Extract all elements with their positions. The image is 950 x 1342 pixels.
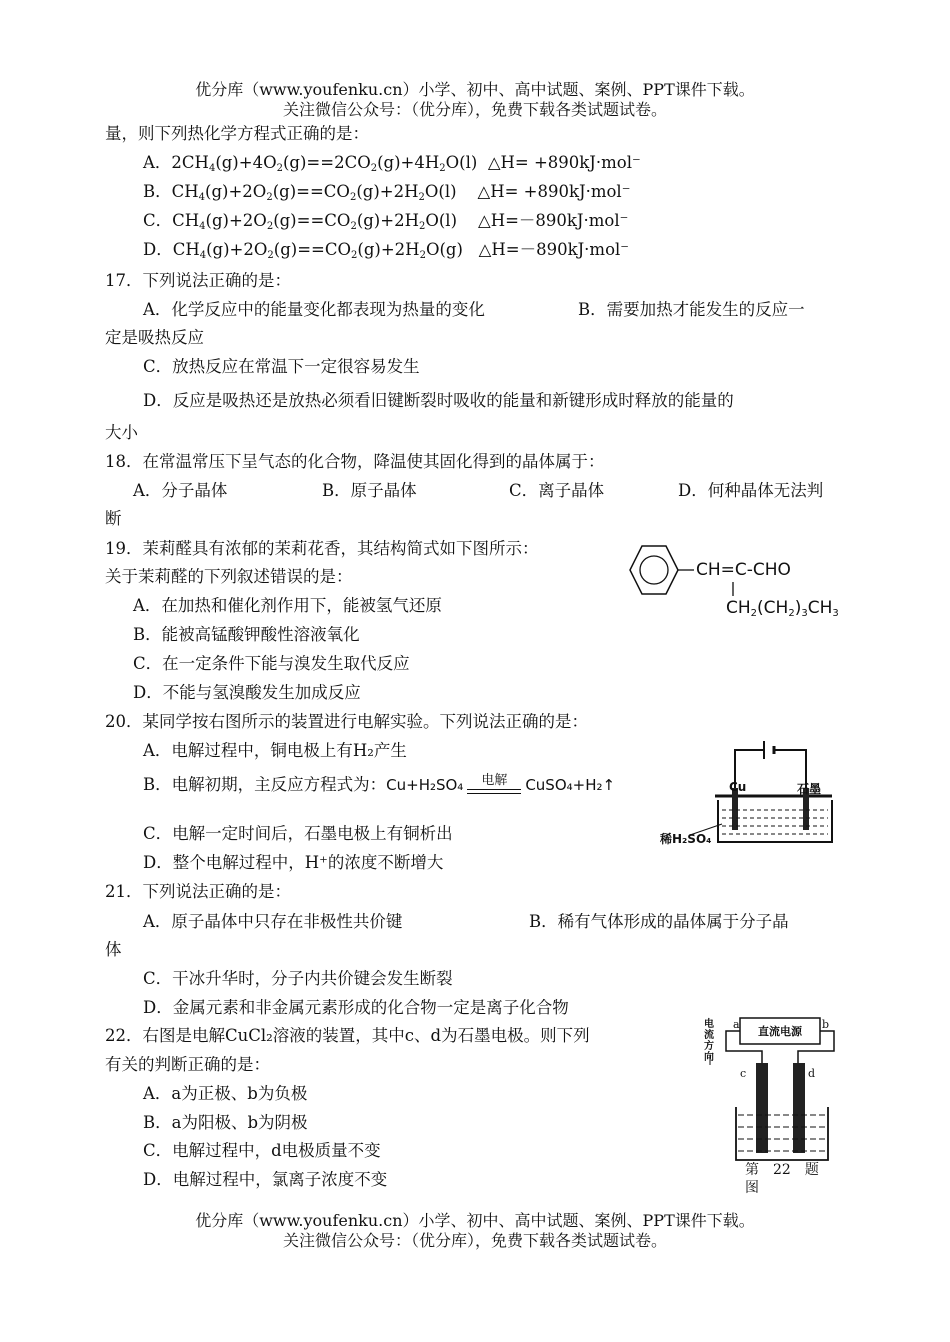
q20-eq-mid: 电解 <box>481 773 508 788</box>
q19-option-a: A．在加热和催化剂作用下，能被氢气还原 <box>133 596 442 615</box>
q16-option-a <box>143 152 641 180</box>
q16-stem-tail: 量，则下列热化学方程式正确的是： <box>105 124 369 143</box>
q16-option-b-label: B． <box>143 182 172 201</box>
q16-option-d-label: D． <box>143 240 173 259</box>
q17-option-b-line1: B．需要加热才能发生的反应一 <box>578 300 805 319</box>
electrode-d-label: d <box>808 1067 816 1080</box>
struct-top-text: CH=C-CHO <box>696 560 791 580</box>
q18-option-c: C．离子晶体 <box>509 481 605 500</box>
q17-option-b-line2: 定是吸热反应 <box>105 328 204 347</box>
q16-option-c <box>143 210 628 238</box>
q20-option-b-prefix: B．电解初期，主反应方程式为： <box>143 775 387 794</box>
q17-option-d-line2: 大小 <box>105 423 138 442</box>
q20-option-b <box>143 774 615 798</box>
q18-option-d-line2: 断 <box>105 509 122 528</box>
q21-option-d: D．金属元素和非金属元素形成的化合物一定是离子化合物 <box>143 998 569 1017</box>
q21-option-c: C．干冰升华时，分子内共价键会发生断裂 <box>143 969 453 988</box>
jasminaldehyde-structure <box>614 540 864 630</box>
q19-option-b: B．能被高锰酸钾酸性溶液氧化 <box>133 625 360 644</box>
q17-option-c: C．放热反应在常温下一定很容易发生 <box>143 357 420 376</box>
apparatus-cu-label: Cu <box>729 780 747 794</box>
power-supply-label: 直流电源 <box>758 1025 802 1038</box>
q16-option-b-equation: $CH_4(g)+2O_2(g)==CO_2(g)+2H_2O(l)$ <box>171 182 457 203</box>
q16-option-a-equation: $2CH_4(g)+4O_2(g)==2CO_2(g)+4H_2O(l)$ <box>171 153 478 174</box>
q21-option-b-line1: B．稀有气体形成的晶体属于分子晶 <box>529 912 789 931</box>
header-line-1: 优分库（www.youfenku.cn）小学、初中、高中试题、案例、PPT课件下载。 <box>195 80 755 99</box>
q18-option-a: A．分子晶体 <box>133 481 228 500</box>
q16-option-d-equation: $CH_4(g)+2O_2(g)==CO_2(g)+2H_2O(g)$ <box>172 240 463 261</box>
electrode-c-label: c <box>740 1067 747 1080</box>
q22-option-d: D．电解过程中，氯离子浓度不变 <box>143 1170 388 1189</box>
q17-option-a: A．化学反应中的能量变化都表现为热量的变化 <box>143 300 485 319</box>
q22-option-b: B．a为阳极、b为阴极 <box>143 1113 308 1132</box>
q20-eq-right: CuSO₄+H₂↑ <box>525 776 616 794</box>
q20-option-c: C．电解一定时间后，石墨电极上有铜析出 <box>143 824 453 843</box>
terminal-b-label: b <box>822 1018 830 1031</box>
q16-option-a-dh: △H= +890kJ·mol⁻ <box>487 153 641 172</box>
q20-option-d: D．整个电解过程中，H⁺的浓度不断增大 <box>143 853 444 872</box>
q21-option-b-line2: 体 <box>105 940 122 959</box>
q22-caption-line2: 图 <box>745 1180 759 1196</box>
q20-option-a: A．电解过程中，铜电极上有H₂产生 <box>143 741 407 760</box>
terminal-a-label: a <box>733 1018 740 1031</box>
header-line-2: 关注微信公众号：（优分库），免费下载各类试题试卷。 <box>282 100 667 119</box>
q16-option-d-dh: △H=－890kJ·mol⁻ <box>478 240 629 259</box>
q19-option-c: C．在一定条件下能与溴发生取代反应 <box>133 654 410 673</box>
q16-option-b <box>143 181 630 209</box>
apparatus-graphite-label: 石墨 <box>797 782 822 796</box>
q20-eq-left: Cu+H₂SO₄ <box>386 776 464 794</box>
q21-option-a: A．原子晶体中只存在非极性共价键 <box>143 912 403 931</box>
q20-eq-arrow <box>463 774 525 798</box>
q16-option-c-equation: $CH_4(g)+2O_2(g)==CO_2(g)+2H_2O(l)$ <box>172 211 458 232</box>
q22-option-a: A．a为正极、b为负极 <box>143 1084 308 1103</box>
q19-option-d: D．不能与氢溴酸发生加成反应 <box>133 683 361 702</box>
q22-caption-line1: 第 22 题 <box>745 1162 819 1178</box>
q19-stem: 19．茉莉醛具有浓郁的茉莉花香，其结构简式如下图所示： <box>105 539 539 558</box>
q16-option-c-dh: △H=－890kJ·mol⁻ <box>478 211 629 230</box>
q16-option-b-dh: △H= +890kJ·mol⁻ <box>477 182 631 201</box>
q22-stem: 22．右图是电解CuCl₂溶液的装置，其中c、d为石墨电极。则下列 <box>105 1026 590 1045</box>
q17-option-d-line1: D．反应是吸热还是放热必须看旧键断裂时吸收的能量和新键形成时释放的能量的 <box>143 391 734 410</box>
electrolysis-apparatus <box>660 738 840 850</box>
q22-stem-2: 有关的判断正确的是： <box>105 1055 270 1074</box>
struct-side-chain: $CH_2(CH_2)_3CH_3$ <box>726 598 839 619</box>
q18-option-d-line1: D．何种晶体无法判 <box>678 481 824 500</box>
q19-stem-2: 关于茉莉醛的下列叙述错误的是： <box>105 567 353 586</box>
q17-stem: 17．下列说法正确的是： <box>105 271 291 290</box>
q22-option-c: C．电解过程中，d电极质量不变 <box>143 1141 381 1160</box>
footer-line-1: 优分库（www.youfenku.cn）小学、初中、高中试题、案例、PPT课件下载。 <box>195 1211 755 1230</box>
q21-stem: 21．下列说法正确的是： <box>105 882 291 901</box>
cucl2-electrolysis-figure <box>700 1015 840 1165</box>
q20-eq-double-line <box>467 789 521 794</box>
apparatus-acid-label: 稀H₂SO₄ <box>660 832 712 846</box>
footer-line-2: 关注微信公众号：（优分库），免费下载各类试题试卷。 <box>282 1231 667 1250</box>
current-direction-label: 电流方向 <box>704 1019 714 1063</box>
q16-option-a-label: A． <box>143 153 172 172</box>
q18-option-b: B．原子晶体 <box>322 481 417 500</box>
q18-stem: 18．在常温常压下呈气态的化合物，降温使其固化得到的晶体属于： <box>105 452 605 471</box>
q16-option-c-label: C． <box>143 211 173 230</box>
q16-option-d <box>143 239 629 267</box>
q20-stem: 20．某同学按右图所示的装置进行电解实验。下列说法正确的是： <box>105 712 588 731</box>
